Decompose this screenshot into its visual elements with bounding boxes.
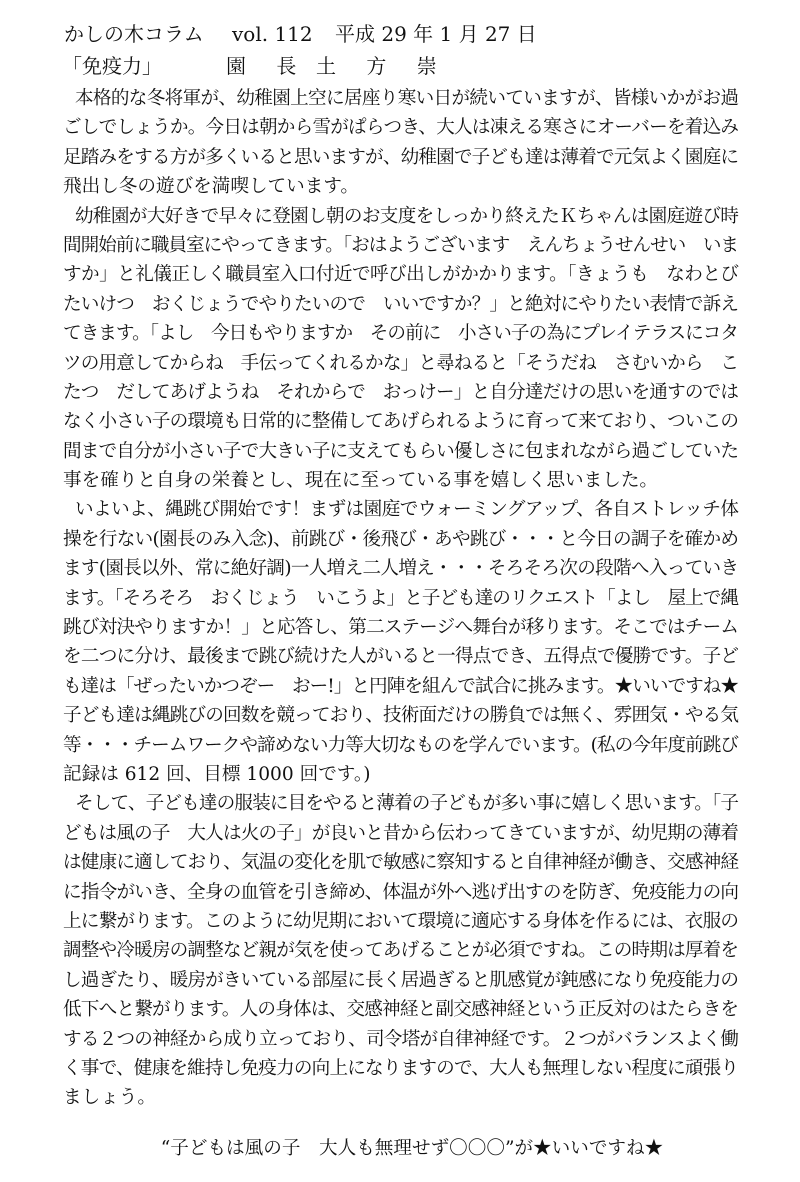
- body-line: [63, 613, 739, 642]
- body-line-text: も達は「ぜったいかつぞー おー!」と円陣を組んで試合に挑みます。★いいですね★: [63, 675, 739, 697]
- body-line: [63, 290, 739, 319]
- body-line-text: そして、子ども達の服装に目をやると薄着の子どもが多い事に嬉しく思います。「子: [75, 793, 739, 815]
- body-line: [63, 525, 739, 554]
- body-line: [63, 437, 739, 466]
- body-line: [63, 378, 739, 407]
- body-line: [63, 113, 739, 142]
- article-heading: 「免疫力」: [62, 54, 162, 78]
- body-line: [63, 848, 739, 877]
- body-line-text: どもは風の子 大人は火の子」が良いと昔から伝わってきていますが、幼児期の薄着: [63, 822, 739, 844]
- body-line-text: すか」と礼儀正しく職員室入口付近で呼び出しがかかります。「きょうも なわとび: [63, 264, 739, 286]
- body-line-text: 子ども達は縄跳びの回数を競っており、技術面だけの勝負では無く、雰囲気・やる気: [63, 705, 739, 727]
- body-line: [63, 672, 739, 701]
- body-line: [63, 554, 739, 583]
- column-title: かしの木コラム: [64, 22, 204, 46]
- body-line: [63, 701, 739, 730]
- body-line: [63, 936, 739, 965]
- body-line-text: は健康に適しており、気温の変化を肌で敏感に察知すると自律神経が働き、交感神経: [63, 852, 739, 874]
- body-line-text: 間開始前に職員室にやってきます。「おはようございます えんちょうせんせい いま: [63, 234, 738, 256]
- body-line: [63, 819, 739, 848]
- body-line: [63, 172, 739, 201]
- body-line: [63, 202, 739, 231]
- body-line: [63, 760, 739, 789]
- body-line-text: ます(園長以外、常に絶好調)一人増え二人増え・・・そろそろ次の段階へ入っていき: [63, 558, 739, 580]
- body-line: [63, 789, 739, 818]
- body-line: [63, 143, 739, 172]
- body-line: [63, 84, 739, 113]
- article-body: [63, 84, 739, 1113]
- body-line-text: に指令がいき、全身の血管を引き締め、体温が外へ逃げ出すのを防ぎ、免疫能力の向: [63, 881, 739, 903]
- body-line: [63, 966, 739, 995]
- body-line-text: ましょう。: [63, 1087, 156, 1109]
- body-line: [63, 495, 739, 524]
- body-line: [63, 260, 739, 289]
- body-line: [63, 466, 739, 495]
- body-line-text: ごしでしょうか。今日は朝から雪がぱらつき、大人は凍える寒さにオーバーを着込み: [63, 117, 739, 139]
- body-line-text: たつ だしてあげようね それからで おっけー」と自分達だけの思いを通すのでは: [63, 381, 739, 403]
- body-line: [63, 231, 739, 260]
- body-line-text: 跳び対決やりますか！」と応答し、第二ステージへ舞台が移ります。そこではチーム: [63, 617, 739, 639]
- body-line: [63, 1083, 739, 1112]
- body-line: [63, 878, 739, 907]
- body-line-text: 低下へと繋がります。人の身体は、交感神経と副交感神経という正反対のはたらきを: [63, 999, 739, 1021]
- body-line: [63, 1054, 739, 1083]
- body-line: [63, 349, 739, 378]
- body-line-text: く事で、健康を維持し免疫力の向上になりますので、大人も無理しない程度に頑張り: [63, 1057, 739, 1079]
- closing-line: [0, 1136, 800, 1162]
- body-line: [63, 907, 739, 936]
- body-line-text: する２つの神経から成り立っており、司令塔が自律神経です。２つがバランスよく働: [63, 1028, 739, 1050]
- body-line: [63, 642, 739, 671]
- author-name: 土 方 崇: [316, 54, 449, 78]
- body-line-text: いよいよ、縄跳び開始です！まずは園庭でウォーミングアップ、各自ストレッチ体: [75, 499, 739, 521]
- body-line-text: ツの用意してからね 手伝ってくれるかな」と尋ねると「そうだね さむいから こ: [63, 352, 739, 374]
- issue-date: 平成 29 年 1 月 27 日: [335, 22, 537, 46]
- body-line-text: を二つに分け、最後まで跳び続けた人がいると一得点でき、五得点で優勝です。子ど: [63, 646, 739, 668]
- body-line-text: 記録は 612 回、目標 1000 回です。): [63, 763, 371, 785]
- body-line: [63, 995, 739, 1024]
- volume-number: vol. 112: [232, 22, 313, 46]
- body-line-text: 飛出し冬の遊びを満喫しています。: [63, 176, 360, 198]
- body-line-text: なく小さい子の環境も日常的に整備してあげられるように育って来ており、ついこの: [63, 411, 739, 433]
- body-line: [63, 731, 739, 760]
- body-line-text: てきます。「よし 今日もやりますか その前に 小さい子の為にプレイテラスにコタ: [63, 323, 739, 345]
- body-line-text: 操を行ない(園長のみ入念)、前跳び・後飛び・あや跳び・・・と今日の調子を確かめ: [63, 528, 739, 550]
- body-line-text: 調整や冷暖房の調整など親が気を使ってあげることが必須ですね。この時期は厚着を: [63, 940, 739, 962]
- author-role: 園 長: [226, 54, 309, 78]
- body-line: [63, 584, 739, 613]
- body-line-text: 幼稚園が大好きで早々に登園し朝のお支度をしっかり終えたＫちゃんは園庭遊び時: [75, 205, 739, 227]
- body-line-text: たいけつ おくじょうでやりたいので いいですか？」と絶対にやりたい表情で訴え: [63, 293, 739, 315]
- body-line-text: 事を確りと自身の栄養とし、現在に至っている事を嬉しく思いました。: [63, 470, 659, 492]
- body-line-text: 上に繋がります。このように幼児期において環境に適応する身体を作るには、衣服の: [63, 910, 739, 932]
- body-line: [63, 319, 739, 348]
- closing-text: “子どもは風の子 大人も無理せず〇〇〇”が★いいですね★: [160, 1138, 664, 1159]
- body-line-text: 間まで自分が小さい子で大きい子に支えてもらい優しさに包まれながら過ごしていた: [63, 440, 739, 462]
- body-line-text: ます。「そろそろ おくじょう いこうよ」と子ども達のリクエスト「よし 屋上で縄: [63, 587, 738, 609]
- body-line-text: 等・・・チームワークや諦めない力等大切なものを学んでいます。(私の今年度前跳び: [63, 734, 739, 756]
- body-line-text: し過ぎたり、暖房がきいている部屋に長く居過ぎると肌感覚が鈍感になり免疫能力の: [63, 969, 739, 991]
- body-line-text: 本格的な冬将軍が、幼稚園上空に居座り寒い日が続いていますが、皆様いかがお過: [75, 88, 739, 109]
- body-line-text: 足踏みをする方が多くいると思いますが、幼稚園で子ども達は薄着で元気よく園庭に: [63, 146, 739, 168]
- body-line: [63, 407, 739, 436]
- body-line: [63, 1025, 739, 1054]
